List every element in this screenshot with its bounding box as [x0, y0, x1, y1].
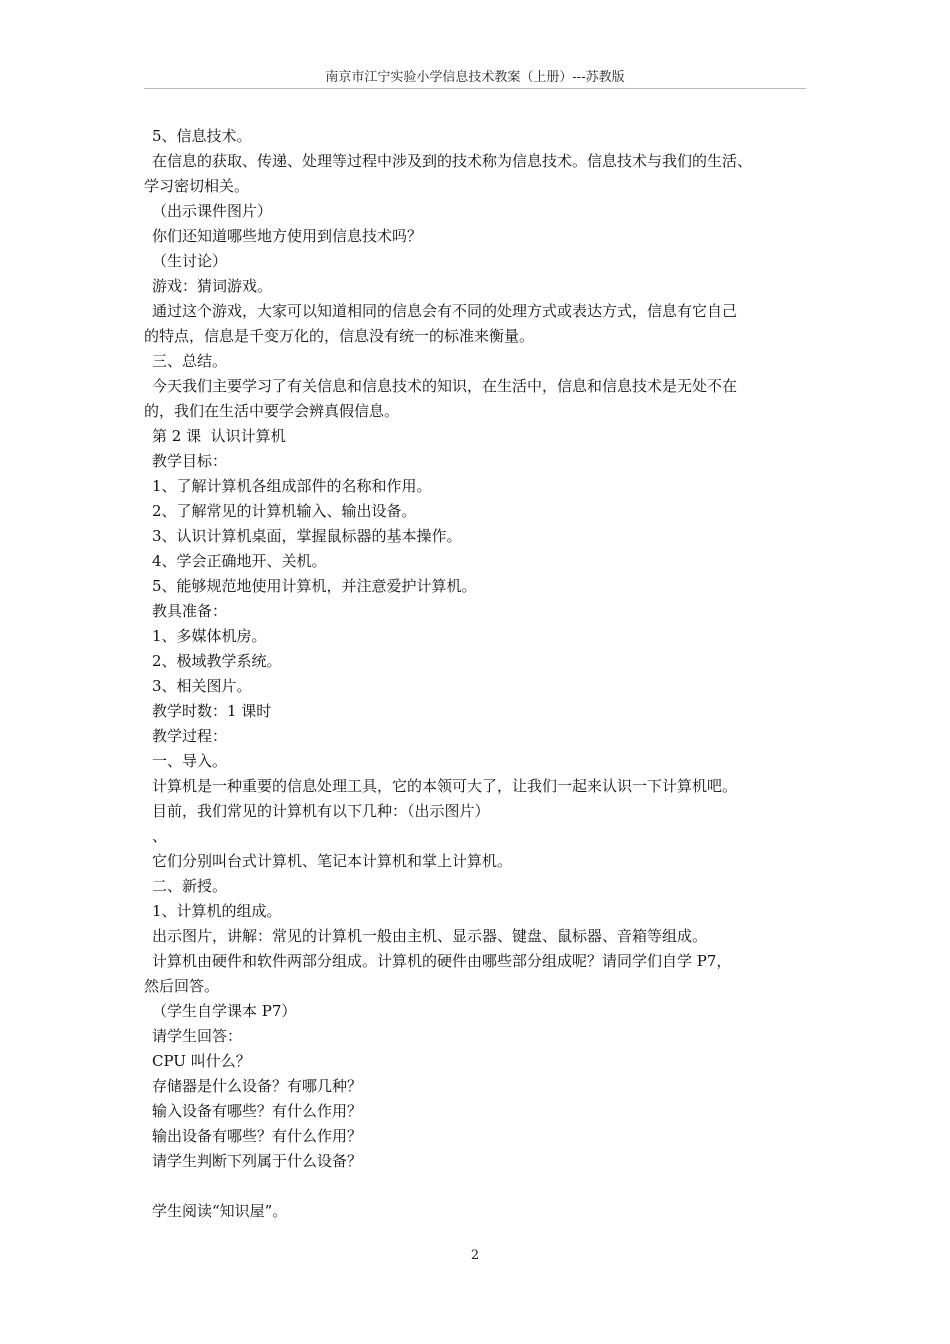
- text-line: 你们还知道哪些地方使用到信息技术吗？: [152, 227, 423, 245]
- text-line: 2、了解常见的计算机输入、输出设备。: [152, 502, 417, 520]
- text-line: （出示课件图片）: [152, 202, 273, 220]
- text-line: CPU 叫什么？: [152, 1052, 251, 1070]
- text-line: 计算机是一种重要的信息处理工具，它的本领可大了，让我们一起来认识一下计算机吧。: [152, 777, 738, 795]
- text-line: 5、能够规范地使用计算机，并注意爱护计算机。: [152, 577, 477, 595]
- text-line: 的特点，信息是千变万化的，信息没有统一的标准来衡量。: [144, 327, 535, 345]
- text-line: 1、多媒体机房。: [152, 627, 267, 645]
- text-line: 在信息的获取、传递、处理等过程中涉及到的技术称为信息技术。信息技术与我们的生活、: [152, 152, 753, 170]
- text-line: 5、信息技术。: [152, 127, 252, 145]
- text-line: 然后回答。: [144, 977, 220, 995]
- text-line: 教具准备：: [152, 602, 228, 620]
- text-line: 它们分别叫台式计算机、笔记本计算机和掌上计算机。: [152, 852, 513, 870]
- text-line: 二、新授。: [152, 877, 228, 895]
- page-number: 2: [470, 1248, 480, 1263]
- text-line: 一、导入。: [152, 752, 228, 770]
- blank-line: [144, 1174, 824, 1199]
- text-line: 存储器是什么设备？有哪几种？: [152, 1077, 363, 1095]
- text-line: 3、相关图片。: [152, 677, 252, 695]
- text-line: 、: [152, 827, 168, 845]
- text-line: 今天我们主要学习了有关信息和信息技术的知识，在生活中，信息和信息技术是无处不在: [152, 377, 738, 395]
- text-line: 4、学会正确地开、关机。: [152, 552, 327, 570]
- page-header: 南京市江宁实验小学信息技术教案（上册）---苏教版: [325, 70, 625, 85]
- text-line: 输出设备有哪些？有什么作用？: [152, 1127, 363, 1145]
- text-line: 1、了解计算机各组成部件的名称和作用。: [152, 477, 432, 495]
- text-line: 的，我们在生活中要学会辨真假信息。: [144, 402, 400, 420]
- text-line: 通过这个游戏，大家可以知道相同的信息会有不同的处理方式或表达方式，信息有它自己: [152, 302, 738, 320]
- header-divider: [144, 88, 806, 89]
- text-line: 三、总结。: [152, 352, 228, 370]
- text-line: 教学目标：: [152, 452, 228, 470]
- text-line: 3、认识计算机桌面，掌握鼠标器的基本操作。: [152, 527, 462, 545]
- text-line: 教学时数：1 课时: [152, 702, 272, 720]
- text-line: 目前，我们常见的计算机有以下几种：（出示图片）: [152, 802, 490, 820]
- lesson-title: 第 2 课 认识计算机: [152, 427, 286, 445]
- text-line: 请学生回答：: [152, 1027, 243, 1045]
- text-line: 输入设备有哪些？有什么作用？: [152, 1102, 363, 1120]
- text-line: 出示图片，讲解：常见的计算机一般由主机、显示器、键盘、鼠标器、音箱等组成。: [152, 927, 708, 945]
- text-line: 教学过程：: [152, 727, 228, 745]
- text-line: 学生阅读“知识屋”。: [152, 1202, 288, 1220]
- text-line: 计算机由硬件和软件两部分组成。计算机的硬件由哪些部分组成呢？请同学们自学 P7，: [152, 952, 732, 970]
- text-line: 学习密切相关。: [144, 177, 250, 195]
- text-line: （学生自学课本 P7）: [152, 1002, 297, 1020]
- text-line: 1、计算机的组成。: [152, 902, 282, 920]
- document-body: [144, 124, 824, 1224]
- text-line: 请学生判断下列属于什么设备？: [152, 1152, 363, 1170]
- text-line: （生讨论）: [152, 252, 228, 270]
- text-line: 游戏：猜词游戏。: [152, 277, 273, 295]
- text-line: 2、极域教学系统。: [152, 652, 282, 670]
